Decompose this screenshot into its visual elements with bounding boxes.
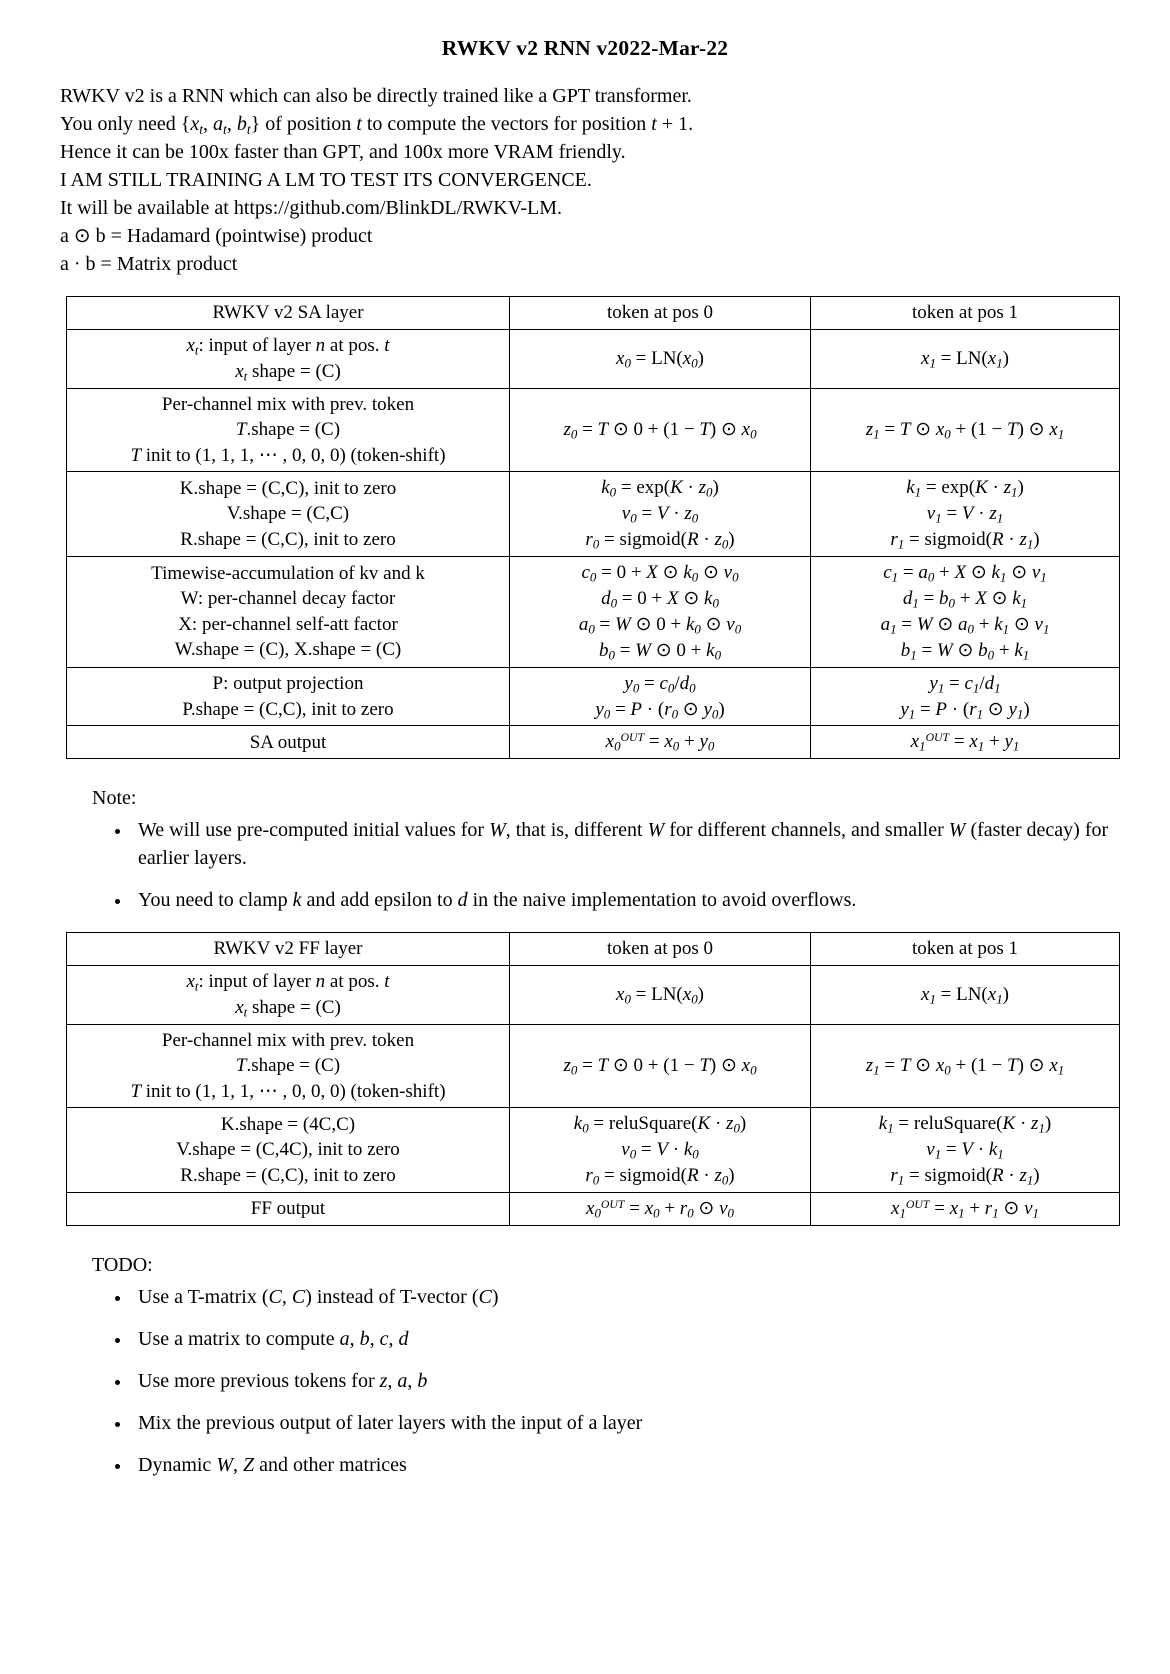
intro-line-6: a ⊙ b = Hadamard (pointwise) product <box>60 224 373 247</box>
table-row <box>67 1024 1120 1107</box>
ff-layer-table <box>66 932 1120 1225</box>
table-header-row <box>67 933 1120 965</box>
intro-line-2: You only need {$x_t$, $a_t$, $b_t$} of position t to compute the vectors for position t + 1. <box>60 112 694 137</box>
table-row <box>67 965 1120 1024</box>
ff-row4-desc: FF output <box>67 1192 510 1225</box>
list-item: • You need to clamp k and add epsilon to d in the naive implementation to avoid overflows. <box>132 886 1114 914</box>
sa-header-pos0: token at pos 0 <box>510 297 811 329</box>
table-row <box>67 556 1120 667</box>
sa-layer-table <box>66 296 1120 759</box>
ff-row1-pos0: $x_0 = LN(x_0)$ <box>510 965 811 1024</box>
sa-header-pos1: token at pos 1 <box>811 297 1120 329</box>
sa-row6-pos1: $x_1^{OUT} = x_1 + y_1$ <box>811 726 1120 759</box>
ff-header-pos0: token at pos 0 <box>510 933 811 965</box>
table-row <box>67 667 1120 726</box>
sa-row4-pos1: $c_1 = a_0 + X$ ⊙ $k_1$ ⊙ $v_1$ $d_1 = b_0 + X$ ⊙ $k_1$ $a_1 = W$ ⊙ $a_0 + k_1$ ⊙ $v_1$ $b_1 = W$ ⊙ $b_0 + k_1$ <box>811 556 1120 667</box>
sa-row6-desc: SA output <box>67 726 510 759</box>
list-item: • Mix the previous output of later layers with the input of a layer <box>132 1409 1114 1437</box>
sa-row3-pos0: $k_0 = \exp(K \cdot z_0)$ $v_0 = V \cdot z_0$ $r_0$ = sigmoid(R · $z_0$) <box>510 472 811 557</box>
ff-row1-pos1: $x_1 = LN(x_1)$ <box>811 965 1120 1024</box>
list-item: • Use more previous tokens for z, a, b <box>132 1367 1114 1395</box>
sa-header-desc: RWKV v2 SA layer <box>67 297 510 329</box>
todo-list <box>56 1283 1114 1479</box>
ff-row1-desc: $x_t$: input of layer n at pos. t $x_t$ shape = (C) <box>67 965 510 1024</box>
sa-row4-desc: Timewise-accumulation of kv and k W: per-channel decay factor X: per-channel self-att factor W.shape = (C), X.shape = (C) <box>67 556 510 667</box>
intro-line-7: a · b = Matrix product <box>60 252 238 275</box>
intro-paragraph <box>56 83 1114 278</box>
table-row <box>67 472 1120 557</box>
sa-row1-desc: $x_t$: input of layer n at pos. t $x_t$ shape = (C) <box>67 329 510 388</box>
sa-row5-pos0: $y_0 = c_0/d_0$ $y_0 = P \cdot (r_0$ ⊙ $y_0$) <box>510 667 811 726</box>
ff-row2-pos1: $z_1 = T$ ⊙ $x_0 + (1 - T)$ ⊙ $x_1$ <box>811 1024 1120 1107</box>
ff-row2-desc: Per-channel mix with prev. token T.shape = (C) T init to (1, 1, 1, ⋯ , 0, 0, 0) (token-shift) <box>67 1024 510 1107</box>
todo-label: TODO: <box>92 1253 153 1276</box>
table-row <box>67 329 1120 388</box>
sa-row2-pos1: $z_1 = T$ ⊙ $x_0 + (1 - T)$ ⊙ $x_1$ <box>811 388 1120 471</box>
sa-row3-desc: K.shape = (C,C), init to zero V.shape = (C,C) R.shape = (C,C), init to zero <box>67 472 510 557</box>
sa-row2-desc: Per-channel mix with prev. token T.shape = (C) T init to (1, 1, 1, ⋯ , 0, 0, 0) (token-shift) <box>67 388 510 471</box>
table-row <box>67 726 1120 759</box>
intro-line-3: Hence it can be 100x faster than GPT, and 100x more VRAM friendly. <box>60 141 626 164</box>
table-row <box>67 1108 1120 1193</box>
ff-row3-desc: K.shape = (4C,C) V.shape = (C,4C), init to zero R.shape = (C,C), init to zero <box>67 1108 510 1193</box>
ff-header-desc: RWKV v2 FF layer <box>67 933 510 965</box>
intro-line-1: RWKV v2 is a RNN which can also be directly trained like a GPT transformer. <box>60 85 692 107</box>
ff-row3-pos1: $k_1$ = reluSquare(K · $z_1$) $v_1 = V \cdot k_1$ $r_1$ = sigmoid(R · $z_1$) <box>811 1108 1120 1193</box>
sa-row5-pos1: $y_1 = c_1/d_1$ $y_1 = P \cdot (r_1$ ⊙ $y_1$) <box>811 667 1120 726</box>
sa-row3-pos1: $k_1 = \exp(K \cdot z_1)$ $v_1 = V \cdot z_1$ $r_1$ = sigmoid(R · $z_1$) <box>811 472 1120 557</box>
sa-row4-pos0: $c_0 = 0 + X$ ⊙ $k_0$ ⊙ $v_0$ $d_0 = 0 + X$ ⊙ $k_0$ $a_0 = W$ ⊙ $0 + k_0$ ⊙ $v_0$ $b_0 = W$ ⊙ $0 + k_0$ <box>510 556 811 667</box>
ff-row4-pos1: $x_1^{OUT} = x_1 + r_1$ ⊙ $v_1$ <box>811 1192 1120 1225</box>
list-item: • We will use pre-computed initial values for W, that is, different W for different channels, and smaller W (faster decay) for earlier layers. <box>132 816 1114 872</box>
note-label: Note: <box>92 787 137 810</box>
intro-line-5: It will be available at https://github.com/BlinkDL/RWKV-LM. <box>60 197 562 220</box>
ff-row4-pos0: $x_0^{OUT} = x_0 + r_0$ ⊙ $v_0$ <box>510 1192 811 1225</box>
sa-row1-pos0: $x_0 = LN(x_0)$ <box>510 329 811 388</box>
list-item: • Use a matrix to compute a, b, c, d <box>132 1325 1114 1353</box>
intro-line-4: I AM STILL TRAINING A LM TO TEST ITS CONVERGENCE. <box>60 169 592 192</box>
sa-row6-pos0: $x_0^{OUT} = x_0 + y_0$ <box>510 726 811 759</box>
list-item: • Dynamic W, Z and other matrices <box>132 1451 1114 1479</box>
ff-row3-pos0: $k_0$ = reluSquare(K · $z_0$) $v_0 = V \cdot k_0$ $r_0$ = sigmoid(R · $z_0$) <box>510 1108 811 1193</box>
ff-header-pos1: token at pos 1 <box>811 933 1120 965</box>
table-row <box>67 1192 1120 1225</box>
page-title: RWKV v2 RNN v2022-Mar-22 <box>441 36 729 60</box>
note-list <box>56 816 1114 914</box>
sa-row1-pos1: $x_1 = LN(x_1)$ <box>811 329 1120 388</box>
list-item: • Use a T-matrix (C, C) instead of T-vector (C) <box>132 1283 1114 1311</box>
sa-row2-pos0: $z_0 = T$ ⊙ 0 + (1 − T) ⊙ $x_0$ <box>510 388 811 471</box>
table-header-row <box>67 297 1120 329</box>
ff-row2-pos0: $z_0 = T$ ⊙ 0 + (1 − T) ⊙ $x_0$ <box>510 1024 811 1107</box>
table-row <box>67 388 1120 471</box>
sa-row5-desc: P: output projection P.shape = (C,C), init to zero <box>67 667 510 726</box>
